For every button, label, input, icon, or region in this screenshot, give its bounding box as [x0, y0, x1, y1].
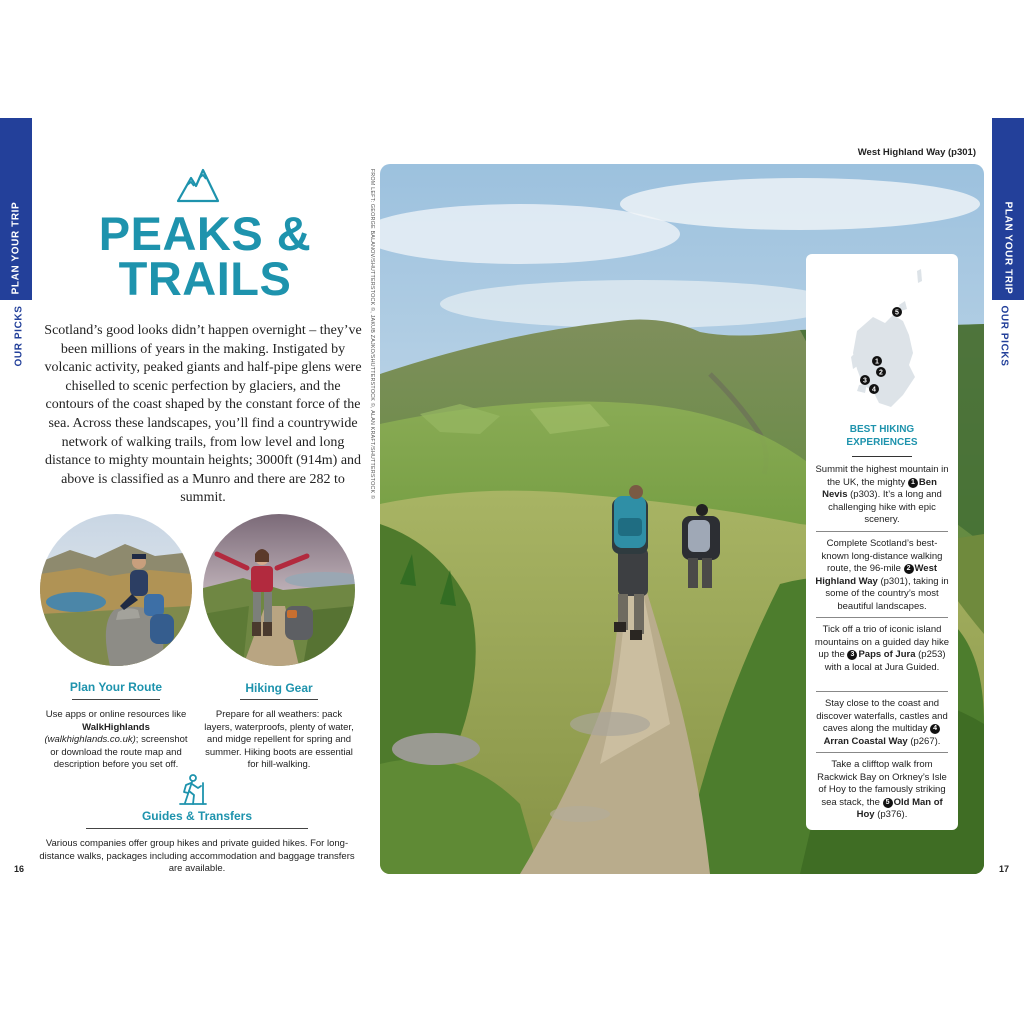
svg-text:4: 4: [872, 386, 876, 394]
mountain-peaks-icon: [176, 166, 220, 204]
left-tab-section-label: PLAN YOUR TRIP: [10, 201, 22, 295]
hiking-gear-heading: Hiking Gear: [245, 681, 313, 695]
hiking-entry-3: Tick off a trio of iconic island mountains on a guided day hike up the 3 Paps of Jura (p253) with a local at Jura Guided.: [814, 624, 950, 673]
panel-title: BEST HIKING EXPERIENCES: [846, 424, 918, 448]
hiking-entry-4: Stay close to the coast and discover waterfalls, castles and caves along the multiday 4Arran Coastal Way (p267).: [816, 698, 948, 747]
hiker-icon: [176, 773, 210, 807]
guides-rule: [86, 828, 308, 829]
panel-title-rule: [852, 456, 912, 457]
plan-route-photo: [40, 514, 192, 666]
hiking-gear-photo: [203, 514, 355, 666]
page-title-line1: PEAKS &: [98, 207, 312, 260]
plan-route-rule: [72, 699, 160, 700]
walkhighlands-name: WalkHighlands: [82, 721, 150, 733]
entry-divider: [816, 691, 948, 692]
plan-route-text: Use apps or online resources like WalkHighlands (walkhighlands.co.uk); screenshot or download the route map and description before you set off.: [44, 709, 188, 771]
intro-paragraph: Scotland’s good looks didn’t happen overnight – they’ve been millions of years in the making. Instigated by volcanic activity, peaked giants and half-pipe glens were chiselled to scenic perfection by glaciers, and the contours of the coast shaped by the constant force of the sea. Across these landscapes, you’ll find a countrywide network of walking trails, from low level and long distance to mighty mountain heights; 3000ft (914m) and above is classified as a Munro and there are 282 to summit.: [44, 323, 362, 506]
photo-credit: FROM LEFT: GEORGE BALANOV/SHUTTERSTOCK ©, JAKUB ZAJKO/SHUTTERSTOCK ©, ALAN KRAFT/SHUTTERSTOCK ©: [369, 168, 375, 500]
svg-text:1: 1: [875, 358, 879, 366]
hiking-entry-2: Complete Scotland’s best-known long-distance walking route, the 96-mile 2 West Highland Way (p301), taking in some of the country’s most beautiful landscapes.: [815, 538, 949, 612]
guides-text: Various companies offer group hikes and private guided hikes. For long-distance walks, packages including accommodation and baggage transfers are available.: [39, 838, 355, 875]
svg-text:5: 5: [895, 309, 899, 317]
hiking-entry-5: Take a clifftop walk from Rackwick Bay on Orkney’s Isle of Hoy to the famously striking sea stack, the 5 Old Man of Hoy (p376).: [817, 759, 947, 820]
scotland-map: [843, 265, 923, 415]
entry-divider: [816, 531, 948, 532]
left-tab-subsection-label: OUR PICKS: [13, 305, 25, 367]
hiking-gear-rule: [240, 699, 318, 700]
page-number-left: 16: [14, 864, 25, 874]
plan-route-heading: Plan Your Route: [69, 680, 163, 694]
guides-heading: Guides & Transfers: [141, 809, 253, 823]
svg-text:3: 3: [863, 377, 867, 385]
hiking-entry-1: Summit the highest mountain in the UK, the mighty 1 Ben Nevis (p303). It’s a long and challenging hike with epic scenery.: [815, 464, 949, 525]
entry-divider: [816, 617, 948, 618]
entry-divider: [816, 752, 948, 753]
page-title-line2: TRAILS: [118, 252, 292, 305]
page-number-right: 17: [999, 864, 1010, 874]
right-tab-subsection-label: OUR PICKS: [998, 305, 1010, 367]
photo-caption: West Highland Way (p301): [857, 147, 976, 158]
right-tab-section-label: PLAN YOUR TRIP: [1002, 201, 1014, 295]
hiking-gear-text: Prepare for all weathers: pack layers, waterproofs, plenty of water, and midge repellent for spring and summer. Hiking boots are essential for hill-walking.: [204, 709, 354, 771]
svg-text:2: 2: [879, 369, 883, 377]
